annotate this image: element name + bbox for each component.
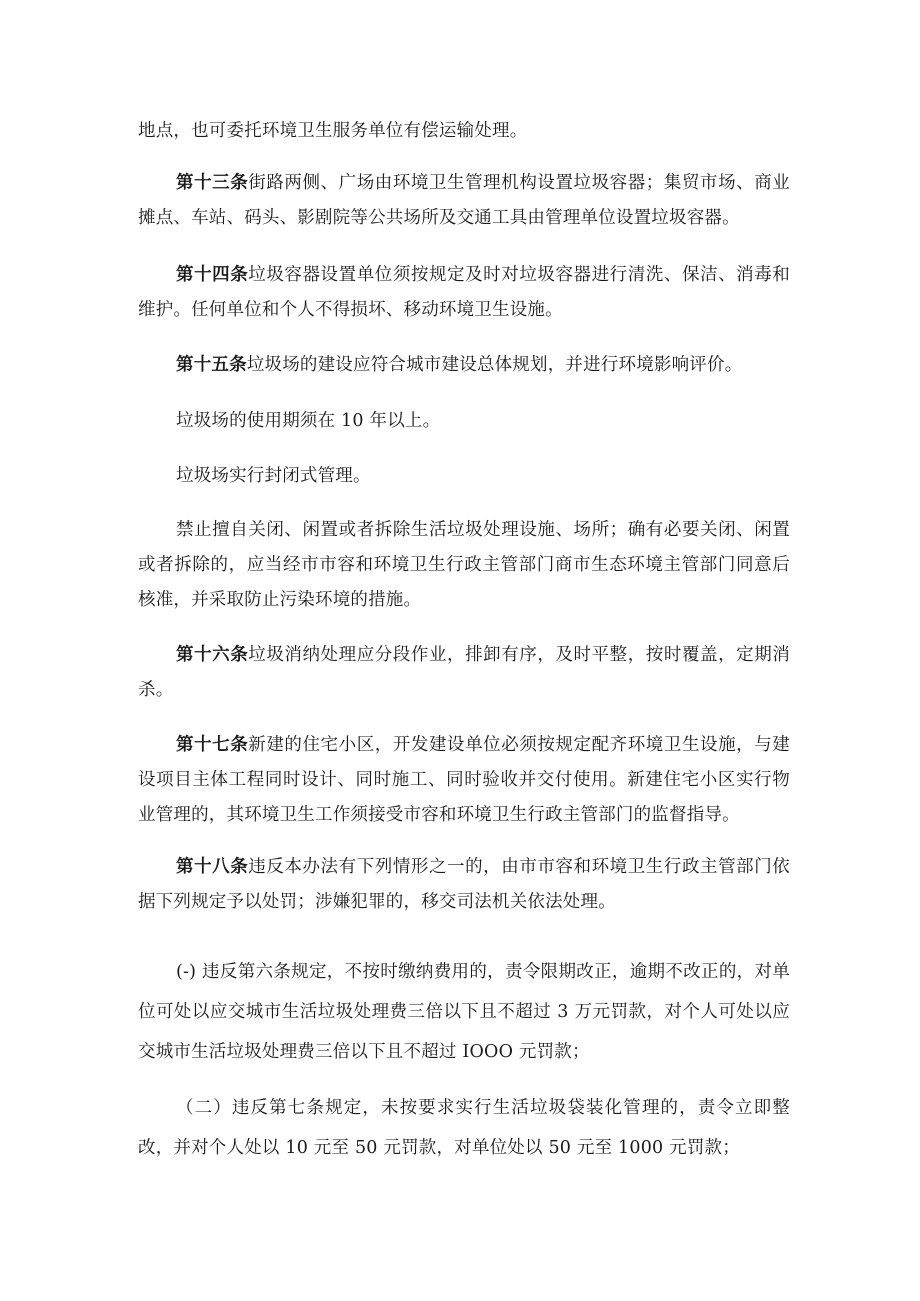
paragraph-text: 垃圾场的建设应符合城市建设总体规划，并进行环境影响评价。 [246, 355, 743, 375]
paragraph-text: (-) 违反第六条规定，不按时缴纳费用的，责令限期改正，逾期不改正的，对单位可处以应交城市生活垃圾处理费三倍以下且不超过 3 万元罚款，对个人可处以应交城市生活垃圾处理费三倍以下且不超过 IOOO 元罚款； [138, 962, 790, 1062]
paragraph-1 [138, 114, 790, 149]
paragraph-landfill-closed [138, 459, 790, 494]
paragraph-prohibition [138, 513, 790, 618]
paragraph-text: 垃圾场的使用期须在 10 年以上。 [176, 411, 441, 431]
paragraph-text: 街路两侧、广场由环境卫生管理机构设置垃圾容器；集贸市场、商业摊点、车站、码头、影剧院等公共场所及交通工具由管理单位设置垃圾容器。 [138, 173, 790, 228]
article-heading: 第十七条 [176, 735, 249, 755]
paragraph-item-2 [138, 1088, 790, 1168]
paragraph-article-14 [138, 258, 790, 328]
paragraph-article-15 [138, 348, 790, 383]
paragraph-text: 垃圾场实行封闭式管理。 [176, 466, 371, 486]
paragraph-text: 禁止擅自关闭、闲置或者拆除生活垃圾处理设施、场所；确有必要关闭、闲置或者拆除的，应当经市市容和环境卫生行政主管部门商市生态环境主管部门同意后核准，并采取防止污染环境的措施。 [138, 520, 790, 610]
paragraph-article-18 [138, 850, 790, 920]
article-heading: 第十五条 [176, 355, 247, 375]
paragraph-text: 违反本办法有下列情形之一的，由市市容和环境卫生行政主管部门依据下列规定予以处罚；涉嫌犯罪的，移交司法机关依法处理。 [138, 857, 790, 912]
article-heading: 第十八条 [176, 857, 249, 877]
paragraph-article-13 [138, 166, 790, 236]
article-heading: 第十四条 [176, 265, 249, 285]
paragraph-text: 垃圾容器设置单位须按规定及时对垃圾容器进行清洗、保洁、消毒和维护。任何单位和个人不得损坏、移动环境卫生设施。 [138, 265, 790, 320]
article-heading: 第十三条 [176, 173, 249, 193]
paragraph-text: 垃圾消纳处理应分段作业，排卸有序，及时平整，按时覆盖，定期消杀。 [138, 645, 790, 700]
paragraph-text: 地点，也可委托环境卫生服务单位有偿运输处理。 [138, 121, 528, 141]
paragraph-article-17 [138, 728, 790, 833]
paragraph-item-1 [138, 952, 790, 1072]
paragraph-text: 新建的住宅小区，开发建设单位必须按规定配齐环境卫生设施，与建设项目主体工程同时设计、同时施工、同时验收并交付使用。新建住宅小区实行物业管理的，其环境卫生工作须接受市容和环境卫生行政主管部门的监督指导。 [138, 735, 790, 825]
paragraph-article-16 [138, 638, 790, 708]
article-heading: 第十六条 [176, 645, 249, 665]
paragraph-text: （二）违反第七条规定，未按要求实行生活垃圾袋装化管理的，责令立即整改，并对个人处以 10 元至 50 元罚款，对单位处以 50 元至 1000 元罚款； [138, 1098, 790, 1158]
paragraph-landfill-period [138, 404, 790, 439]
